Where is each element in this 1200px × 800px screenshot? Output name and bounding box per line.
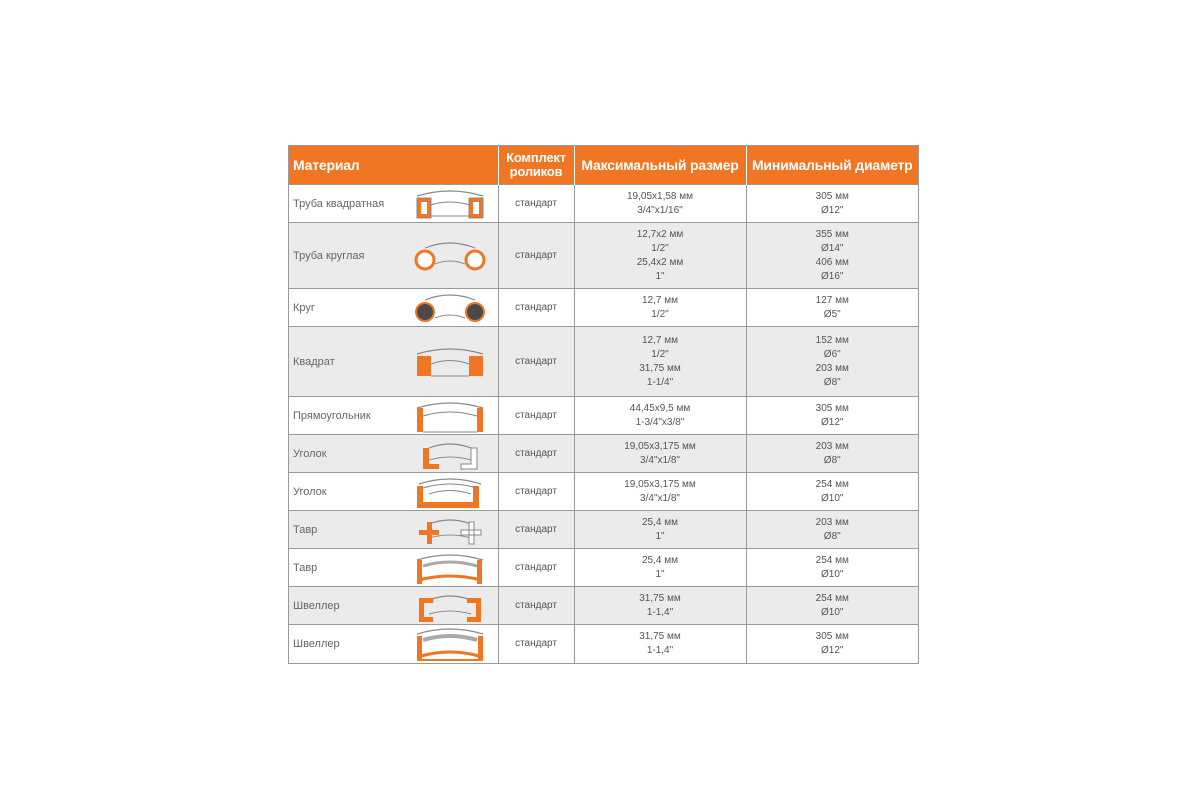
material-label: Труба квадратная (293, 197, 385, 210)
max-size-cell (574, 289, 746, 327)
max-size-cell-line: 12,7x2 мм (636, 228, 684, 240)
max-size-cell-line: 1-1,4" (646, 644, 674, 656)
min-diameter-cell-line: 305 мм (815, 190, 849, 202)
max-size-cell-line: 19,05x1,58 мм (626, 190, 693, 202)
material-label: Тавр (293, 561, 318, 574)
max-size-cell (574, 511, 746, 549)
material-label: Швеллер (293, 637, 340, 650)
min-diameter-cell-line: 305 мм (815, 630, 849, 642)
rollers-cell: стандарт (498, 289, 574, 327)
min-diameter-cell (746, 625, 918, 663)
table-row (289, 625, 918, 663)
max-size-cell-line: 3/4"x1/16" (637, 204, 683, 216)
min-diameter-cell (746, 289, 918, 327)
max-size-cell-line: 1" (655, 568, 665, 580)
material-label: Прямоугольник (293, 409, 371, 422)
min-diameter-cell-line: Ø10" (821, 606, 844, 618)
max-size-cell-line: 1" (655, 270, 665, 282)
material-label: Труба круглая (293, 249, 365, 262)
max-size-cell-line: 19,05x3,175 мм (624, 440, 696, 452)
min-diameter-cell (746, 587, 918, 625)
min-diameter-cell-line: Ø14" (821, 242, 844, 254)
angle-in-icon (407, 474, 493, 510)
material-cell (289, 289, 498, 327)
tee-out-icon (407, 512, 493, 548)
min-diameter-cell-line: 152 мм (815, 334, 849, 346)
material-cell (289, 327, 498, 397)
max-size-cell (574, 473, 746, 511)
min-diameter-cell-line: 203 мм (815, 516, 849, 528)
channel-in-icon (407, 626, 493, 662)
min-diameter-cell (746, 397, 918, 435)
max-size-cell-line: 25,4x2 мм (636, 256, 684, 268)
min-diameter-cell-line: Ø10" (821, 492, 844, 504)
max-size-cell-line: 1/2" (651, 308, 669, 320)
rollers-cell: стандарт (498, 435, 574, 473)
rollers-cell: стандарт (498, 625, 574, 663)
min-diameter-cell (746, 327, 918, 397)
max-size-cell (574, 397, 746, 435)
max-size-cell-line: 12,7 мм (642, 334, 678, 346)
material-cell (289, 223, 498, 289)
material-cell (289, 625, 498, 663)
max-size-cell-line: 31,75 мм (639, 592, 681, 604)
table-row (289, 549, 918, 587)
square-tube-icon (407, 186, 493, 222)
table-row (289, 435, 918, 473)
min-diameter-cell-line: Ø12" (821, 416, 844, 428)
material-cell (289, 435, 498, 473)
rollers-cell: стандарт (498, 473, 574, 511)
min-diameter-cell-line: Ø12" (821, 644, 844, 656)
material-label: Тавр (293, 523, 318, 536)
min-diameter-cell (746, 549, 918, 587)
header-min-diameter: Минимальный диаметр (746, 146, 918, 185)
material-cell (289, 397, 498, 435)
max-size-cell (574, 587, 746, 625)
material-cell (289, 185, 498, 223)
min-diameter-cell (746, 185, 918, 223)
max-size-cell-line: 1/2" (651, 348, 669, 360)
flat-bar-icon (407, 398, 493, 434)
table-row (289, 511, 918, 549)
min-diameter-cell-line: 355 мм (815, 228, 849, 240)
material-label: Уголок (293, 485, 327, 498)
rollers-cell: стандарт (498, 397, 574, 435)
material-label: Квадрат (293, 355, 335, 368)
min-diameter-cell-line: 254 мм (815, 554, 849, 566)
max-size-cell-line: 1-1/4" (646, 376, 674, 388)
max-size-cell (574, 223, 746, 289)
rollers-cell: стандарт (498, 587, 574, 625)
min-diameter-cell-line: 254 мм (815, 478, 849, 490)
material-cell (289, 473, 498, 511)
round-bar-icon (407, 290, 493, 326)
min-diameter-cell (746, 511, 918, 549)
table-row (289, 473, 918, 511)
max-size-cell-line: 31,75 мм (639, 362, 681, 374)
header-material: Материал (289, 146, 498, 185)
min-diameter-cell-line: Ø6" (823, 348, 841, 360)
max-size-cell-line: 25,4 мм (642, 516, 678, 528)
tee-in-icon (407, 550, 493, 586)
min-diameter-cell-line: Ø8" (823, 376, 841, 388)
capacity-table (289, 146, 918, 663)
max-size-cell-line: 1-3/4"x3/8" (635, 416, 685, 428)
min-diameter-cell-line: 203 мм (815, 362, 849, 374)
square-bar-icon (407, 344, 493, 380)
rollers-cell: стандарт (498, 223, 574, 289)
material-cell (289, 587, 498, 625)
table-row (289, 185, 918, 223)
min-diameter-cell (746, 223, 918, 289)
table-row (289, 289, 918, 327)
bending-capacity-table (288, 145, 919, 664)
max-size-cell-line: 3/4"x1/8" (640, 454, 680, 466)
min-diameter-cell-line: Ø8" (823, 530, 841, 542)
table-row (289, 397, 918, 435)
rollers-cell: стандарт (498, 511, 574, 549)
material-cell (289, 549, 498, 587)
min-diameter-cell-line: Ø12" (821, 204, 844, 216)
min-diameter-cell-line: 254 мм (815, 592, 849, 604)
min-diameter-cell-line: 305 мм (815, 402, 849, 414)
max-size-cell (574, 435, 746, 473)
max-size-cell-line: 31,75 мм (639, 630, 681, 642)
min-diameter-cell-line: 203 мм (815, 440, 849, 452)
max-size-cell (574, 625, 746, 663)
min-diameter-cell (746, 435, 918, 473)
round-tube-icon (407, 238, 493, 274)
header-max-size: Максимальный размер (574, 146, 746, 185)
max-size-cell-line: 1-1,4" (646, 606, 674, 618)
min-diameter-cell-line: 127 мм (815, 294, 849, 306)
max-size-cell (574, 185, 746, 223)
max-size-cell-line: 19,05x3,175 мм (624, 478, 696, 490)
min-diameter-cell-line: 406 мм (815, 256, 849, 268)
rollers-cell: стандарт (498, 327, 574, 397)
max-size-cell (574, 327, 746, 397)
material-label: Круг (293, 301, 315, 314)
max-size-cell (574, 549, 746, 587)
rollers-cell: стандарт (498, 549, 574, 587)
min-diameter-cell (746, 473, 918, 511)
max-size-cell-line: 1" (655, 530, 665, 542)
max-size-cell-line: 44,45x9,5 мм (629, 402, 691, 414)
max-size-cell-line: 1/2" (651, 242, 669, 254)
rollers-cell: стандарт (498, 185, 574, 223)
table-header-row (289, 146, 918, 185)
table-row (289, 587, 918, 625)
max-size-cell-line: 25,4 мм (642, 554, 678, 566)
material-label: Уголок (293, 447, 327, 460)
max-size-cell-line: 3/4"x1/8" (640, 492, 680, 504)
table-row (289, 223, 918, 289)
angle-out-icon (407, 436, 493, 472)
material-label: Швеллер (293, 599, 340, 612)
max-size-cell-line: 12,7 мм (642, 294, 678, 306)
min-diameter-cell-line: Ø5" (823, 308, 841, 320)
channel-out-icon (407, 588, 493, 624)
material-cell (289, 511, 498, 549)
min-diameter-cell-line: Ø16" (821, 270, 844, 282)
min-diameter-cell-line: Ø8" (823, 454, 841, 466)
table-row (289, 327, 918, 397)
min-diameter-cell-line: Ø10" (821, 568, 844, 580)
header-rollers: Комплект роликов (498, 146, 574, 185)
